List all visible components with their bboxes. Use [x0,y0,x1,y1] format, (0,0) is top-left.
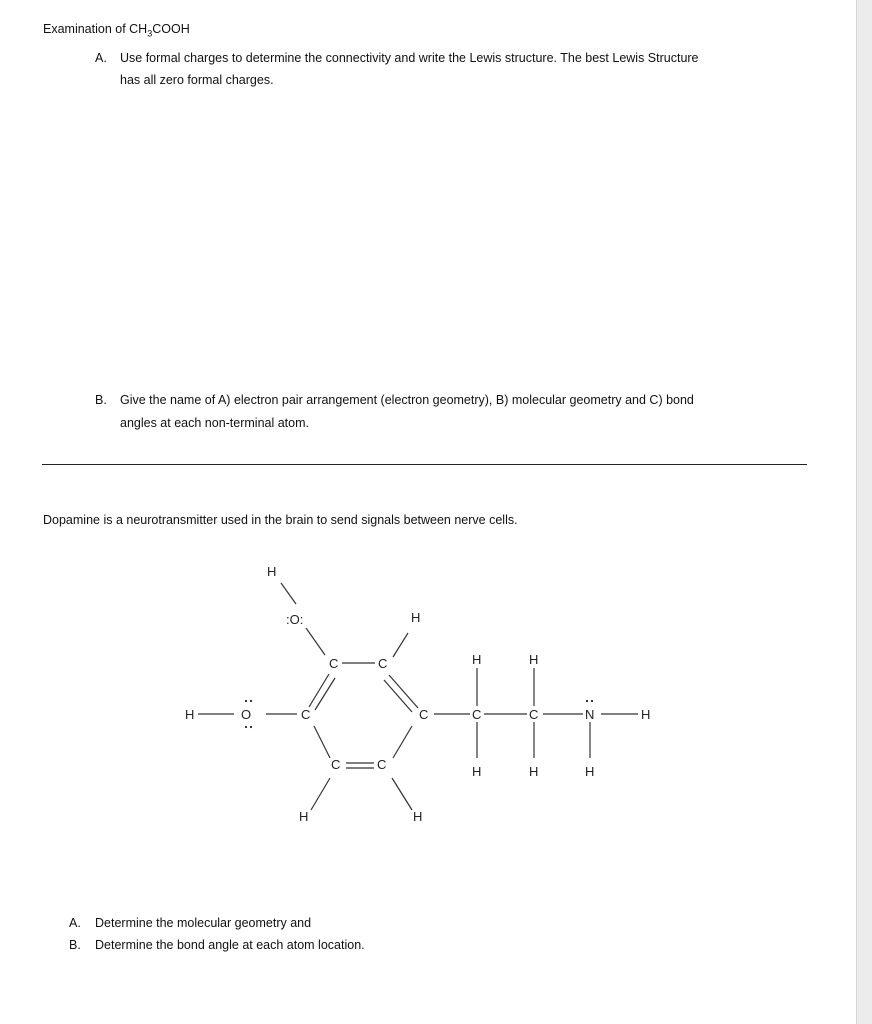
atom-c5: C [331,757,341,772]
atom-c2: C [378,656,388,671]
bond-c2-h [393,633,408,657]
part1-b-line1: Give the name of A) electron pair arrangement (electron geometry), B) molecular geometry and C) bond [120,393,694,407]
part2-b-marker: B. [69,938,81,952]
lone-pair-dot [245,700,247,702]
part2-a-marker: A. [69,916,81,930]
part1-a-marker: A. [95,51,107,65]
part2-a-text: Determine the molecular geometry and [95,916,312,930]
lone-pair-dot [250,700,252,702]
dopamine-structure-svg [150,550,710,840]
document-title [43,21,190,42]
atom-c1: C [329,656,339,671]
atom-h-ring-top: H [411,610,421,625]
part1-b-line2: angles at each non-terminal atom. [120,416,309,430]
title-suffix: COOH [152,22,190,36]
bond-c4-h [392,778,412,810]
atom-h-chain1-bottom: H [472,764,482,779]
dopamine-structure [150,550,710,840]
atom-o-top: :O: [286,612,304,627]
bond-o-c1 [306,628,325,655]
atom-h-ring-br: H [413,809,423,824]
bond-c3-c4 [393,726,412,758]
lone-pair-dot [591,700,593,702]
bond-c1-c6-b [315,678,335,710]
part1-a-line2: has all zero formal charges. [120,73,274,87]
atom-o-left: O [241,707,252,722]
atom-h-left: H [185,707,195,722]
atom-c6: C [301,707,311,722]
atom-h-chain2-top: H [529,652,539,667]
title-prefix: Examination of CH [43,22,148,36]
lone-pair-dot [245,726,247,728]
title-subscript: 3 [147,28,153,39]
part1-a-line1: Use formal charges to determine the connectivity and write the Lewis structure. The best Lewis Structure [120,51,699,65]
atom-h-n-bottom: H [585,764,595,779]
part2-b-text: Determine the bond angle at each atom location. [95,938,365,952]
atom-n: N [585,707,595,722]
bond-c1-c6-a [309,674,329,707]
part1-b-marker: B. [95,393,107,407]
atom-h-ring-bl: H [299,809,309,824]
atom-h-chain2-bottom: H [529,764,539,779]
atom-c4: C [377,757,387,772]
bond-c5-h [311,778,330,810]
atom-c-chain2: C [529,707,539,722]
lone-pair-dot [250,726,252,728]
dopamine-intro: Dopamine is a neurotransmitter used in the brain to send signals between nerve cells. [43,513,518,527]
bond-h-o-top [281,583,296,604]
atom-h-n-right: H [641,707,651,722]
section-divider [42,464,807,465]
page-edge [856,0,872,1024]
atom-c3: C [419,707,429,722]
atom-h-chain1-top: H [472,652,482,667]
bond-c6-c5 [314,726,330,758]
atom-h-top: H [267,564,277,579]
atom-c-chain1: C [472,707,482,722]
lone-pair-dot [586,700,588,702]
